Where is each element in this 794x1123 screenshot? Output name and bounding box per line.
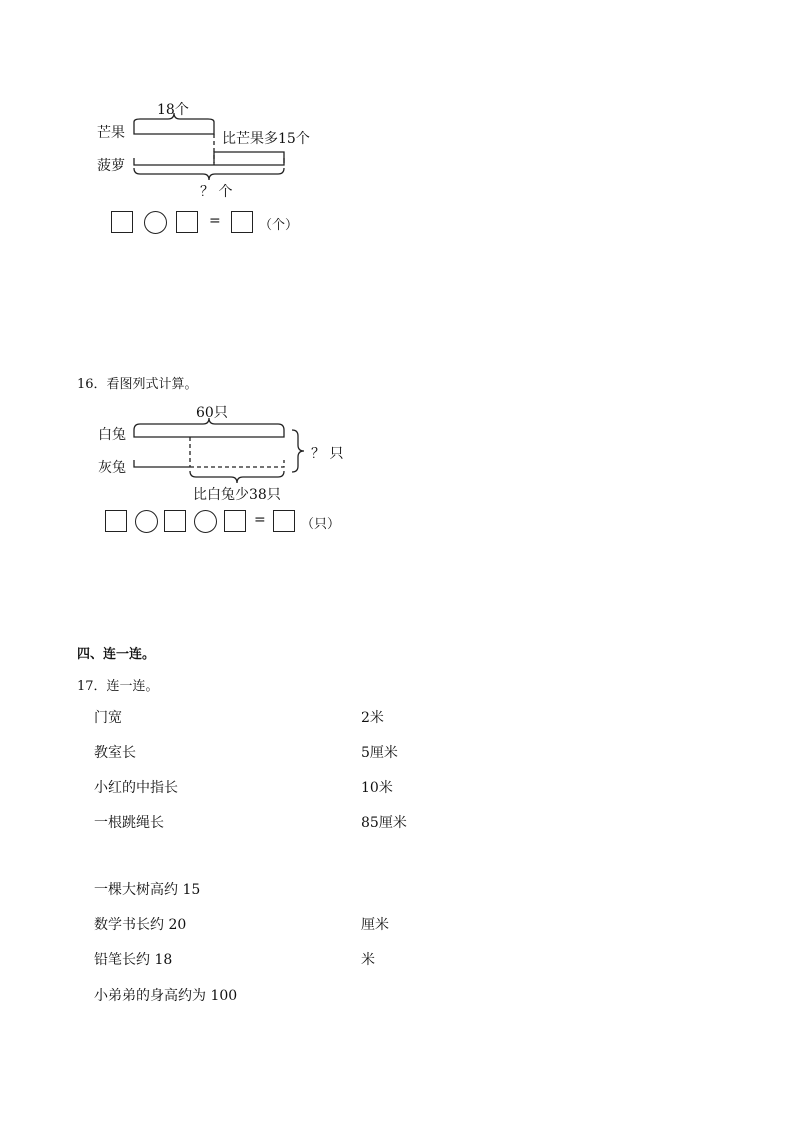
q17-left-item[interactable]: 一根跳绳长: [94, 815, 164, 831]
q16-less-brace: [190, 471, 284, 483]
q15-pineapple-label: 菠萝: [97, 158, 125, 174]
q16-gray-line: [134, 460, 190, 467]
q17-right-item-2[interactable]: 厘米: [361, 917, 389, 933]
q16-dashed-part: [190, 437, 284, 467]
q16-operator-circle-1[interactable]: [135, 510, 158, 533]
q16-equals-sign: =: [254, 512, 266, 528]
q15-unit: （个）: [259, 218, 299, 233]
q16-total-unknown: ？ 只: [311, 446, 344, 462]
q15-mango-count: 18个: [157, 102, 189, 118]
q17-left-item-2[interactable]: 铅笔长约 18: [94, 952, 173, 968]
q17-right-item[interactable]: 85厘米: [361, 815, 407, 831]
q16-answer-box-1[interactable]: [105, 510, 127, 532]
q17-right-item[interactable]: 5厘米: [361, 745, 398, 761]
q15-total-unknown: ？ 个: [200, 184, 233, 200]
q17-left-item[interactable]: 小红的中指长: [94, 780, 178, 796]
q15-more-note: 比芒果多15个: [222, 131, 310, 147]
q16-gray-label: 灰兔: [98, 460, 126, 476]
q17-left-item-2[interactable]: 数学书长约 20: [94, 917, 187, 933]
q17-left-item[interactable]: 门宽: [94, 710, 122, 726]
q15-mango-label: 芒果: [97, 125, 125, 141]
q15-equals-sign: =: [209, 213, 221, 229]
q16-total-brace: [292, 430, 304, 472]
q17-left-item-2[interactable]: 一棵大树高约 15: [94, 882, 201, 898]
q16-title: 16．看图列式计算。: [77, 377, 198, 392]
q16-white-count: 60只: [196, 405, 228, 421]
q16-answer-box-3[interactable]: [224, 510, 246, 532]
q16-white-label: 白兔: [98, 427, 126, 443]
q17-right-item-2[interactable]: 米: [361, 952, 375, 968]
q16-answer-box-result[interactable]: [273, 510, 295, 532]
q17-title: 17．连一连。: [77, 679, 159, 694]
q16-operator-circle-2[interactable]: [194, 510, 217, 533]
q16-unit: （只）: [301, 517, 341, 532]
q17-left-item-2[interactable]: 小弟弟的身高约为 100: [94, 988, 238, 1004]
section-4-heading: 四、连一连。: [77, 647, 156, 662]
q17-left-item[interactable]: 教室长: [94, 745, 136, 761]
q16-less-note: 比白兔少38只: [193, 487, 281, 503]
q16-answer-box-2[interactable]: [164, 510, 186, 532]
q17-right-item[interactable]: 2米: [361, 710, 384, 726]
q17-right-item[interactable]: 10米: [361, 780, 393, 796]
q16-white-line: [134, 430, 284, 437]
